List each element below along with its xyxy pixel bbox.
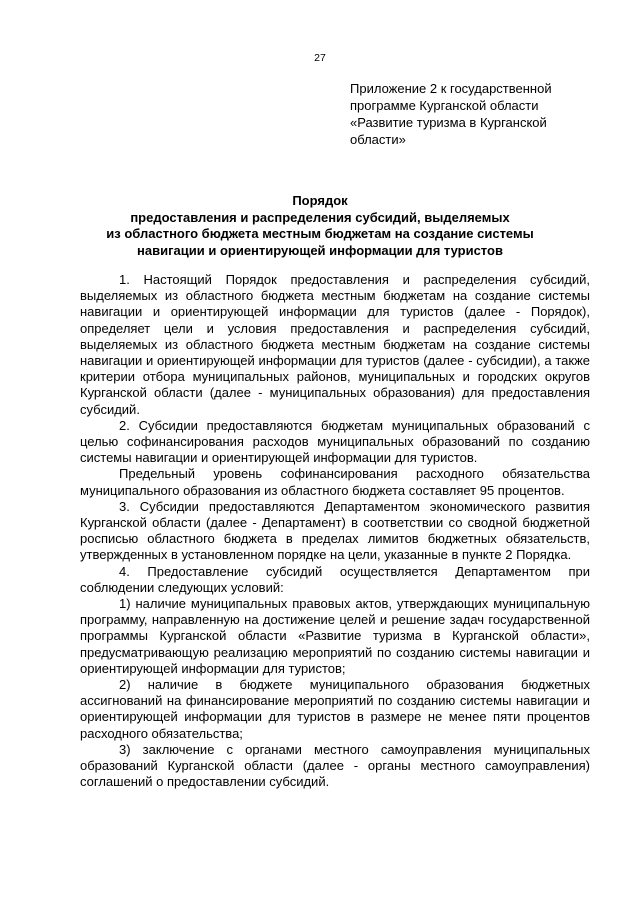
paragraph-condition-3: 3) заключение с органами местного самоуправления муниципальных образований Курганской области (далее - органы местного самоуправления) соглашений о предоставлении субсидий.	[80, 741, 590, 790]
appendix-line: Приложение 2 к государственной	[350, 81, 552, 96]
paragraph-clause-1: 1. Настоящий Порядок предоставления и распределения субсидий, выделяемых из областного бюджета местным бюджетам на создание системы навигации и ориентирующей информации для туристов (далее - Порядок), определяет цели и условия предоставления и распределения субсидий, выделяемых из областного бюджета местным бюджетам на создание системы навигации и ориентирующей информации для туристов (далее - субсидии), а также критерии отбора муниципальных районов, муниципальных и городских округов Курганской области (далее - муниципальных образования) для предоставления субсидий.	[80, 272, 590, 417]
document-body	[80, 272, 590, 791]
paragraph-clause-4: 4. Предоставление субсидий осуществляется Департаментом при соблюдении следующих условий:	[80, 563, 590, 595]
paragraph-cofinancing-level: Предельный уровень софинансирования расходного обязательства муниципального образования из областного бюджета составляет 95 процентов.	[80, 466, 590, 498]
appendix-line: «Развитие туризма в Курганской	[350, 115, 547, 130]
document-title	[60, 193, 580, 259]
paragraph-condition-1: 1) наличие муниципальных правовых актов, утверждающих муниципальную программу, направленную на достижение целей и решение задач государственной программы Курганской области «Развитие туризма в Курганской области», предусматривающую реализацию мероприятий по созданию системы навигации и ориентирующей информации для туристов;	[80, 596, 590, 676]
title-heading: Порядок	[292, 193, 348, 208]
appendix-line: области»	[350, 132, 406, 147]
page-number: 27	[314, 52, 326, 64]
title-line: предоставления и распределения субсидий, выделяемых	[130, 209, 510, 225]
paragraph-clause-3: 3. Субсидии предоставляются Департаментом экономического развития Курганской области (далее - Департамент) в соответствии со сводной бюджетной росписью областного бюджета в пределах лимитов бюджетных обязательств, утвержденных в установленном порядке на цели, указанные в пункте 2 Порядка.	[80, 498, 590, 563]
paragraph-clause-2: 2. Субсидии предоставляются бюджетам муниципальных образований с целью софинансирования расходов муниципальных образований по созданию системы навигации и ориентирующей информации для туристов.	[80, 417, 590, 466]
appendix-line: программе Курганской области	[350, 98, 539, 113]
title-line: навигации и ориентирующей информации для туристов	[137, 242, 503, 258]
title-line: из областного бюджета местным бюджетам на создание системы	[106, 226, 534, 241]
paragraph-condition-2: 2) наличие в бюджете муниципального образования бюджетных ассигнований на финансирование мероприятий по созданию системы навигации и ориентирующей информации для туристов в размере не менее пяти процентов расходного обязательства;	[80, 677, 590, 741]
appendix-note	[350, 80, 610, 148]
